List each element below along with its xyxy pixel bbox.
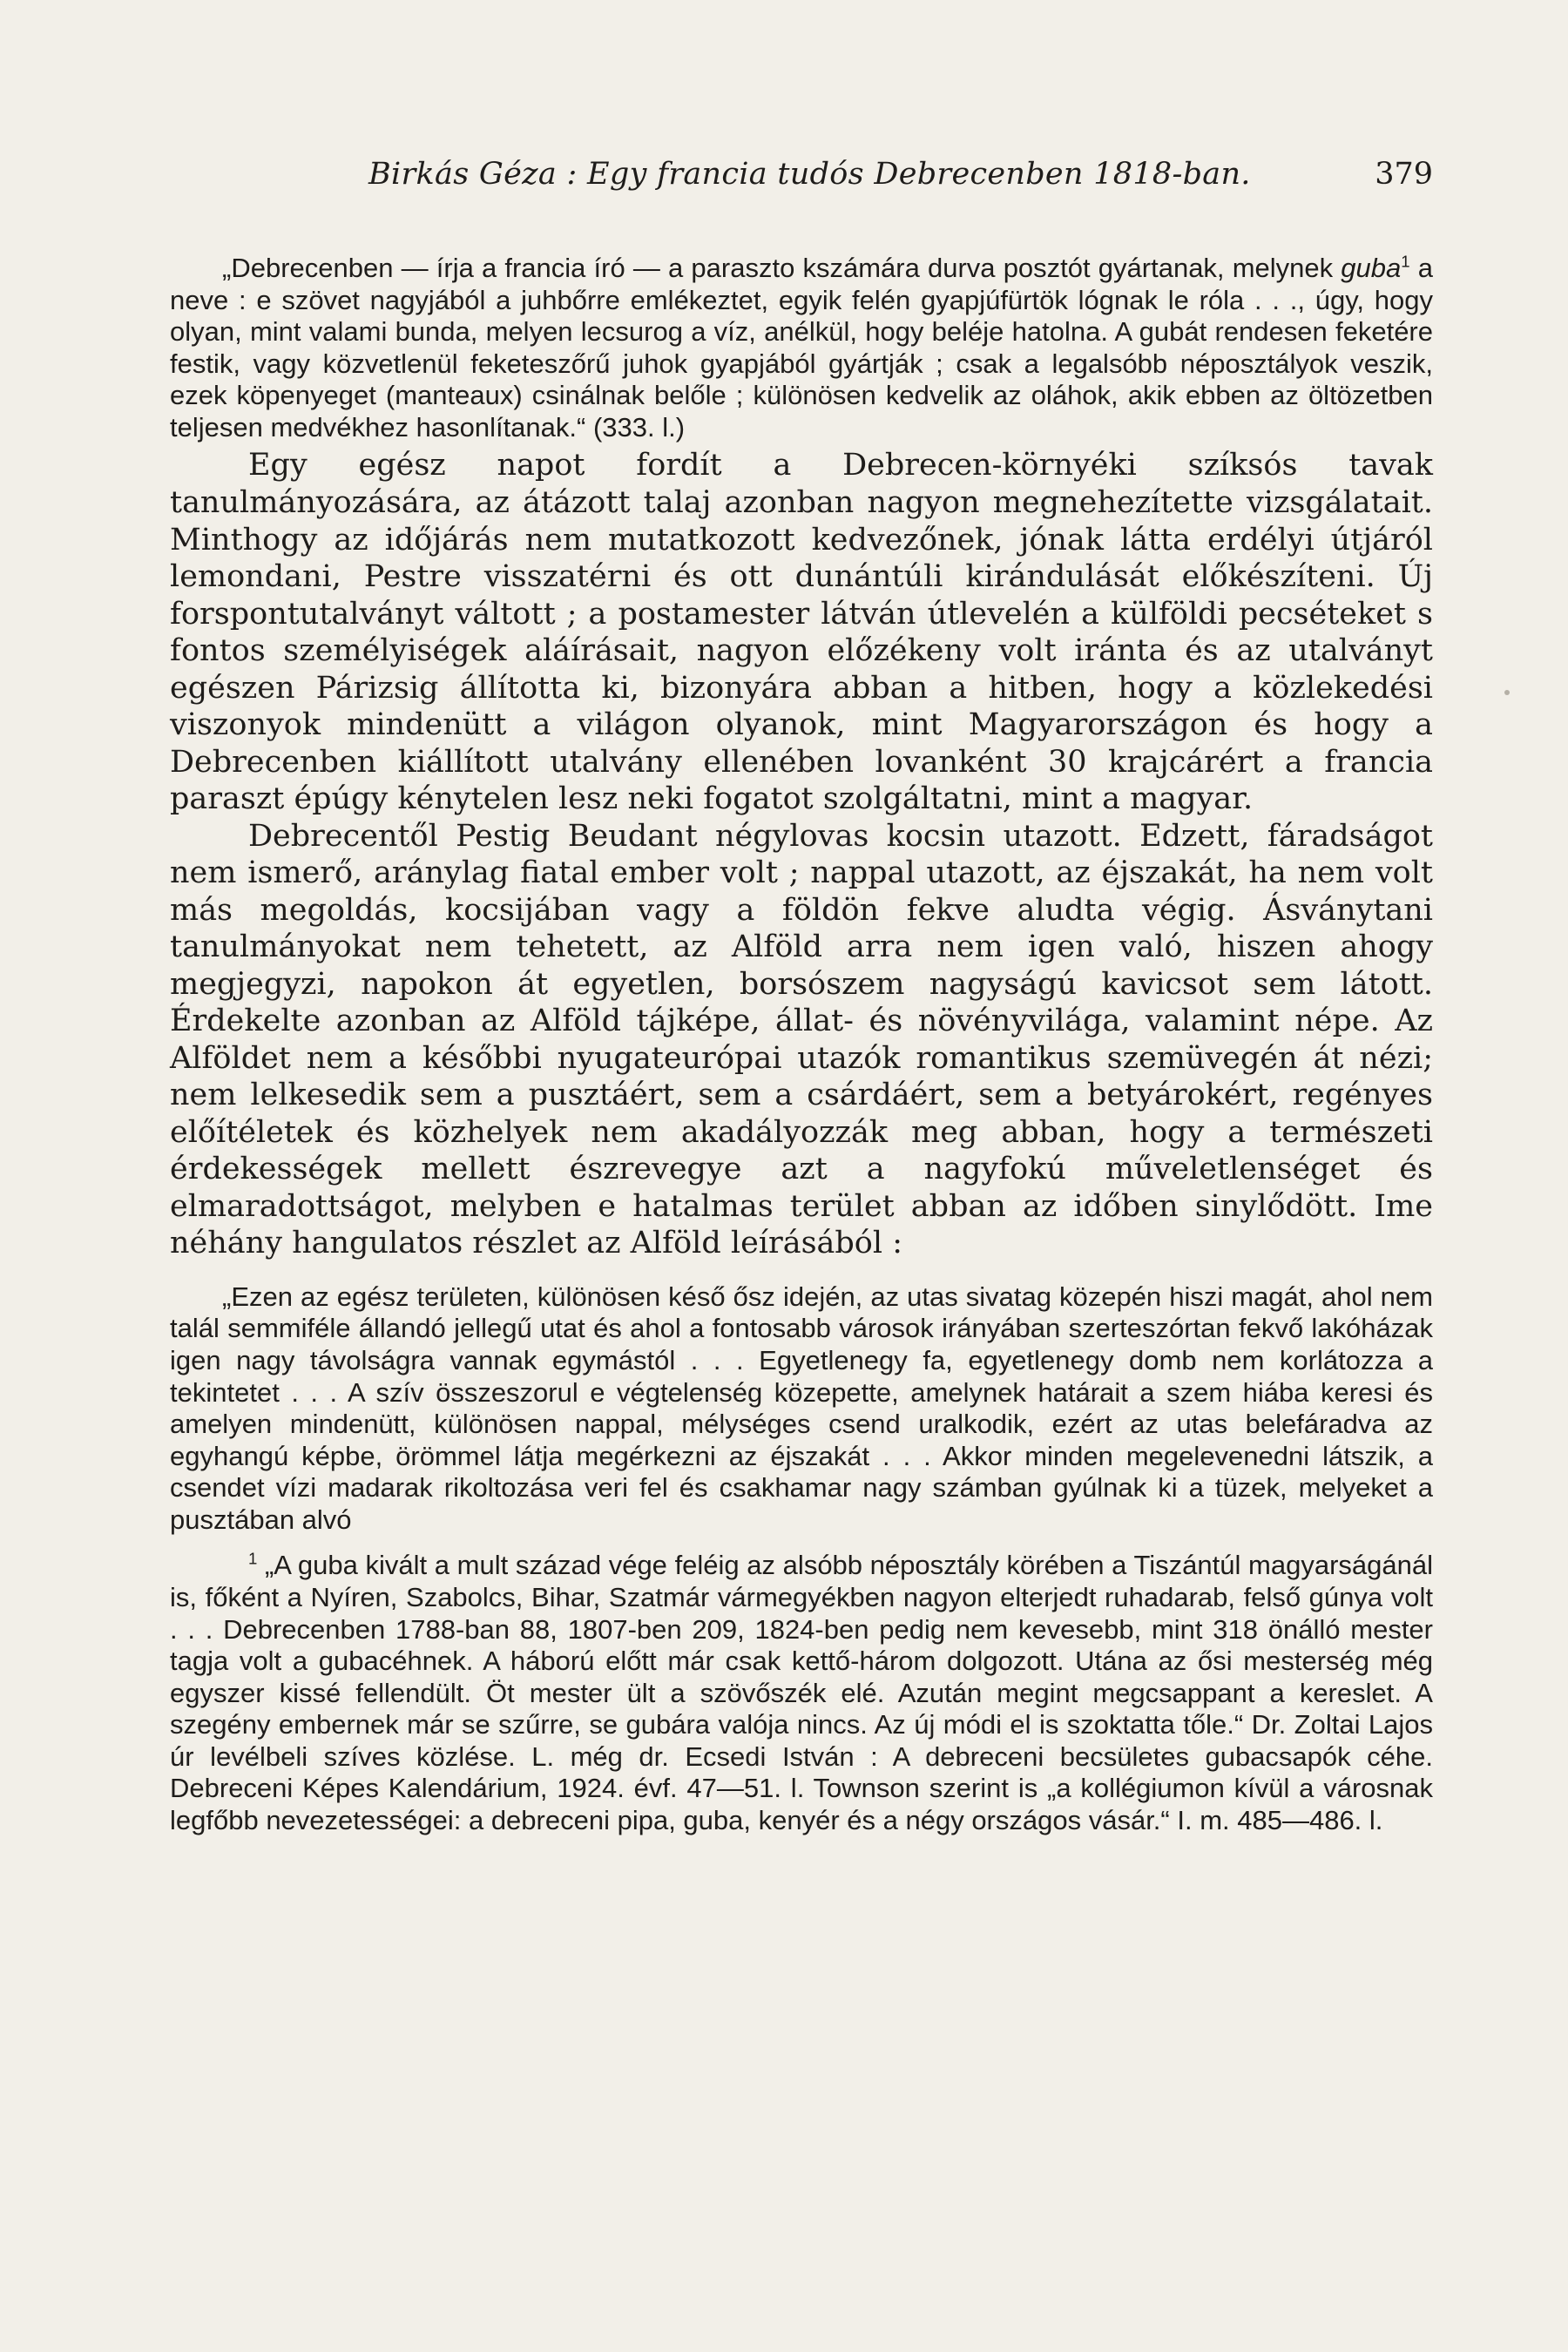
- footnote-text: „A guba kivált a mult század vége feléig az alsóbb néposztály körében a Tiszántúl magyarságánál is, főként a Nyíren, Szabolcs, Bihar, Szatmár vármegyékben nagyon elterjedt ruhadarab, felső gúnya volt . . . Debrecenben 1788-ban 88, 1807-ben 209, 1824-ben pedig nem kevesebb, mint 318 önálló mester tagja volt a gubacéhnek. A háború előtt már csak kettő-három dolgozott. Utána az ősi mesterség még egyszer kissé fellendült. Öt mester ült a szövőszék elé. Azután megint megcsappant a kereslet. A szegény embernek már se szűrre, se gubára valója nincs. Az új módi el is szoktatta tőle.“ Dr. Zoltai Lajos úr levélbeli szíves közlése. L. még dr. Ecsedi István : A debreceni becsületes gubacsapók céhe. Debreceni Képes Kalendárium, 1924. évf. 47—51. l. Townson szerint is „a kollégiumon kívül a városnak legfőbb nevezetességei: a debreceni pipa, guba, kenyér és a négy országos vásár.“ I. m. 485—486. l.: [170, 1550, 1433, 1836]
- page-body: [170, 253, 1433, 1837]
- paragraph-debrecen-lakes: Egy egész napot fordít a Debrecen-környéki szíksós tavak tanulmányozására, az átázott talaj azonban nagyon megnehezítette vizsgálatait. Minthogy az időjárás nem mutatkozott kedvezőnek, jónak látta erdélyi útjáról lemondani, Pestre visszatérni és ott dunántúli kirándulását előkészíteni. Új forspontutalványt váltott ; a postamester látván útlevelén a külföldi pecséteket s fontos személyiségek aláírásait, nagyon előzékeny volt iránta és az utalványt egészen Párizsig állította ki, bizonyára abban a hitben, hogy a közlekedési viszonyok mindenütt a világon olyanok, mint Magyarországon és hogy a Debrecenben kiállított utalvány ellenében lovanként 30 krajcárért a francia paraszt épúgy kénytelen lesz neki fogatot szolgáltatni, mint a magyar.: [170, 448, 1433, 817]
- page-number: 379: [1375, 157, 1433, 192]
- quote-guba-description: [170, 253, 1433, 443]
- footnote-reference: 1: [1401, 252, 1410, 271]
- guba-term: guba: [1341, 253, 1402, 283]
- footnote: [170, 1550, 1433, 1836]
- paragraph-journey-to-pest: Debrecentől Pestig Beudant négylovas kocsin utazott. Edzett, fáradságot nem ismerő, aránylag fiatal ember volt ; nappal utazott, az éjszakát, ha nem volt más megoldás, kocsijában vagy a földön fekve aludta végig. Ásványtani tanulmányokat nem tehetett, az Alföld arra nem igen való, hiszen ahogy megjegyzi, napokon át egyetlen, borsószem nagyságú kavicsot sem látott. Érdekelte azonban az Alföld tájképe, állat- és növényvilága, valamint népe. Az Alföldet nem a későbbi nyugateurópai utazók romantikus szemüvegén át nézi; nem lelkesedik sem a pusztáért, sem a csárdáért, sem a betyárokért, regényes előítéletek és közhelyek nem akadályozzák meg abban, hogy a természeti érdekességek mellett észrevegye azt a nagyfokú műveletlenséget és elmaradottságot, melyben e hatalmas terület abban az időben sinylődött. Ime néhány hangulatos részlet az Alföld leírásából :: [170, 818, 1433, 1261]
- quote-text-start: „Debrecenben — írja a francia író — a paraszto kszámára durva posztót gyártanak, melynek: [222, 253, 1342, 283]
- quote-alfold-description: „Ezen az egész területen, különösen késő ősz idején, az utas sivatag közepén hiszi magát, ahol nem talál semmiféle állandó jellegű utat és ahol a fontosabb városok irányában szerteszórtan fekvő lakóházak igen nagy távolságra vannak egymástól . . . Egyetlenegy fa, egyetlenegy domb nem korlátozza a tekintetet . . . A szív összeszorul e végtelenség közepette, amelynek határait a szem hiába keresi és amelyen mindenütt, különösen nappal, mélységes csend uralkodik, ezért az utas belefáradva az egyhangú képbe, örömmel látja megérkezni az éjszakát . . . Akkor minden megelevenedni látszik, a csendet vízi madarak rikoltozása veri fel és csakhamar nagy számban gyúlnak ki a tüzek, melyeket a pusztában alvó: [170, 1281, 1433, 1535]
- running-head: Birkás Géza : Egy francia tudós Debrecenben 1818-ban.: [368, 157, 1251, 192]
- paper-spot: [1504, 690, 1510, 695]
- footnote-marker: 1: [248, 1550, 258, 1569]
- quote-text-end: a neve : e szövet nagyjából a juhbőrre emlékeztet, egyik felén gyapjúfürtök lógnak le róla . . ., úgy, hogy olyan, mint valami bunda, melyen lecsurog a víz, anélkül, hogy beléje hatolna. A gubát rendesen feketére festik, vagy közvetlenül feketeszőrű juhok gyapjából gyártják ; csak a legalsóbb néposztályok veszik, ezek köpenyeget (manteaux) csinálnak belőle ; különösen kedvelik az oláhok, akik ebben az öltözetben teljesen medvékhez hasonlítanak.“ (333. l.): [170, 253, 1433, 443]
- page-header: [170, 157, 1433, 206]
